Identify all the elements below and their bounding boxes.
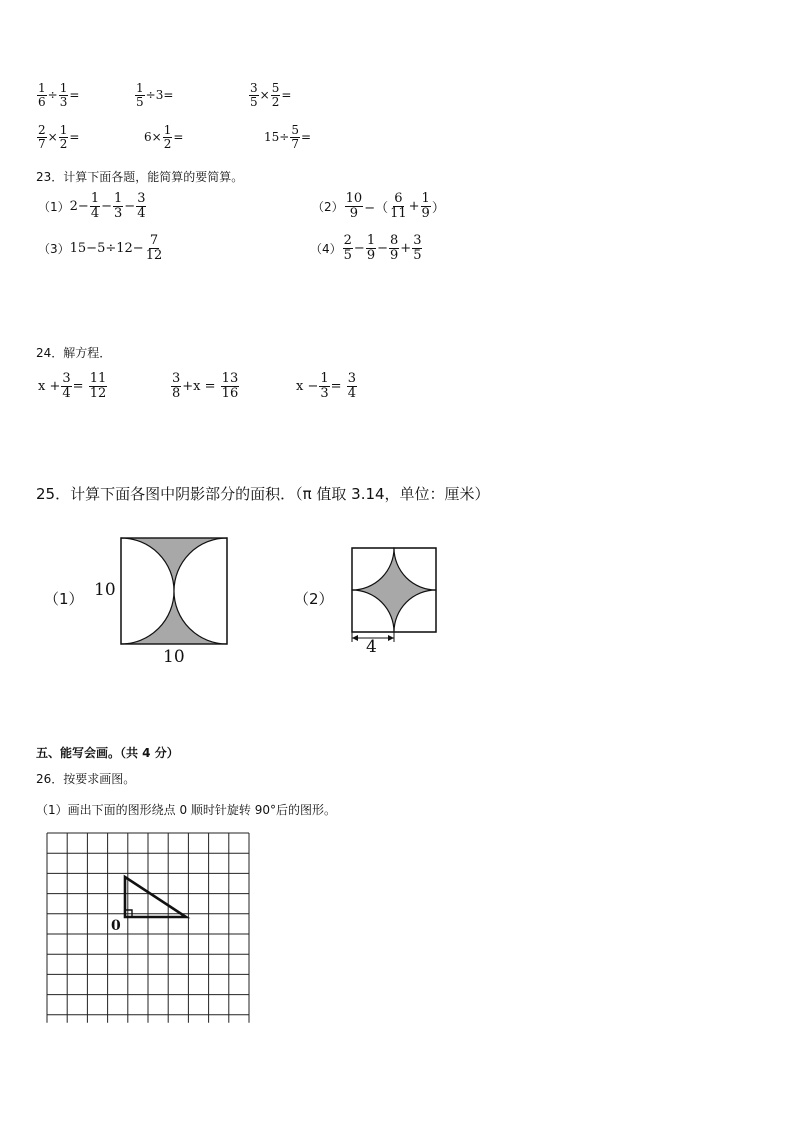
q23-title: 23．计算下面各题，能简算的要简算。: [36, 170, 244, 184]
q26-sub-1: （1）画出下面的图形绕点 0 顺时针旋转 90°后的图形。: [36, 803, 336, 817]
q22-item-6: 15÷ $\frac{5}{7}$ =: [264, 123, 312, 151]
q23-part-4: （4） $\frac{2}{5}$ − $\frac{1}{9}$ − $\frac{8}{9}$ + $\frac{3}{5}$: [310, 233, 422, 263]
q25-title: 25．计算下面各图中阴影部分的面积．（π 值取 3.14，单位：厘米）: [36, 485, 490, 503]
q22-item-3: $\frac{3}{5}$ × $\frac{5}{2}$ =: [250, 81, 292, 109]
q25-figure-1-side-label: 10: [94, 580, 116, 600]
q22-item-2: $\frac{1}{5}$ ÷3 =: [136, 81, 174, 109]
q26-title: 26．按要求画图。: [36, 772, 136, 786]
q25-figure-2-label: （2）: [294, 590, 334, 608]
q26-origin-label: 0: [111, 918, 121, 934]
right-triangle: [125, 877, 186, 917]
section-5-title: 五、能写会画。（共 4 分）: [36, 746, 179, 760]
q25-figure-1-label: （1）: [44, 590, 84, 608]
q25-figure-1-bottom-label: 10: [163, 647, 185, 667]
q26-grid: [44, 830, 250, 1026]
q24-equation-1: x + $\frac{3}{4}$ = $\frac{11}{12}$: [38, 371, 107, 401]
q24-equation-2: $\frac{3}{8}$ +x = $\frac{13}{16}$: [172, 371, 239, 401]
q24-title: 24．解方程．: [36, 346, 112, 360]
figure-2-arrow-right: [388, 635, 394, 641]
q25-figure-2: [346, 544, 442, 650]
q23-part-2: （2） $\frac{10}{9}$ −（ $\frac{6}{11}$ + $\frac{1}{9}$ ）: [312, 191, 445, 221]
q25-figure-2-bottom-label: 4: [366, 637, 377, 657]
grid-lines: [47, 833, 249, 1023]
q23-part-3: （3） 15−5÷12− $\frac{7}{12}$: [38, 233, 163, 263]
q24-equation-3: x − $\frac{1}{3}$ = $\frac{3}{4}$: [296, 371, 356, 401]
q22-item-1: $\frac{1}{6}$ ÷ $\frac{1}{3}$ =: [38, 81, 80, 109]
q25-figure-1: [118, 535, 230, 647]
q23-part-1: （1） 2− $\frac{1}{4}$ − $\frac{1}{3}$ − $\frac{3}{4}$: [38, 191, 146, 221]
figure-2-arrow-left: [352, 635, 358, 641]
q22-item-4: $\frac{2}{7}$ × $\frac{1}{2}$ =: [38, 123, 80, 151]
q22-item-5: 6× $\frac{1}{2}$ =: [144, 123, 184, 151]
